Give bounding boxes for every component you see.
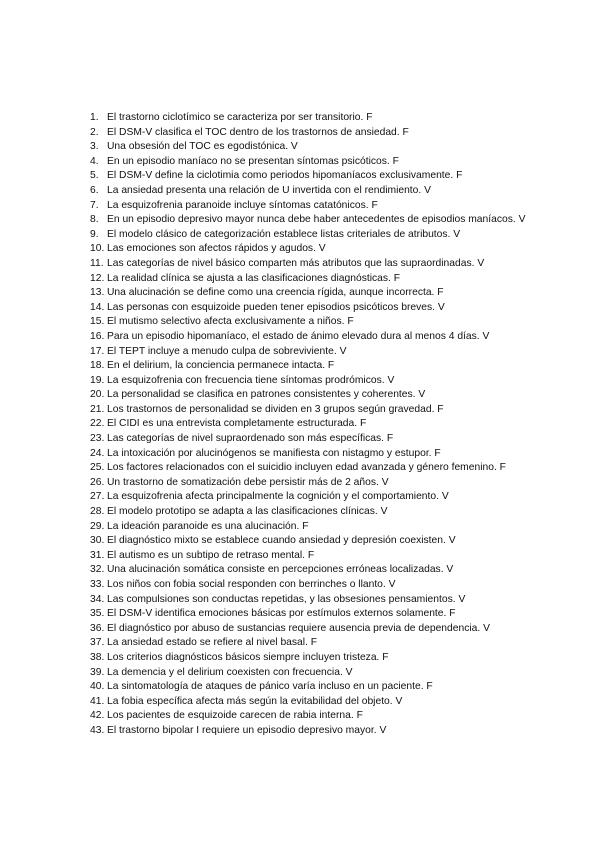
list-item	[0, 301, 600, 316]
item-number: 17.	[90, 345, 105, 357]
list-item	[0, 578, 600, 593]
item-text: Los factores relacionados con el suicidio incluyen edad avanzada y género femenino. F	[107, 462, 506, 474]
list-item	[0, 709, 600, 724]
list-item	[0, 432, 600, 447]
list-item	[0, 286, 600, 301]
item-number: 25.	[90, 462, 105, 474]
item-text: El DSM-V define la ciclotimia como periodos hipomaníacos exclusivamente. F	[107, 170, 463, 182]
item-text: En un episodio depresivo mayor nunca debe haber antecedentes de episodios maníacos. V	[107, 214, 526, 226]
list-item	[0, 213, 600, 228]
list-item	[0, 417, 600, 432]
item-text: La esquizofrenia paranoide incluye síntomas catatónicos. F	[107, 199, 378, 211]
item-text: El DSM-V clasifica el TOC dentro de los trastornos de ansiedad. F	[107, 126, 409, 138]
list-item	[0, 155, 600, 170]
list-item	[0, 607, 600, 622]
item-text: El autismo es un subtipo de retraso mental. F	[107, 549, 315, 561]
item-number: 4.	[90, 155, 99, 167]
list-item	[0, 374, 600, 389]
item-number: 26.	[90, 476, 105, 488]
item-number: 28.	[90, 506, 105, 518]
item-text: El trastorno bipolar I requiere un episodio depresivo mayor. V	[107, 724, 387, 736]
item-text: Un trastorno de somatización debe persistir más de 2 años. V	[107, 476, 389, 488]
item-number: 13.	[90, 287, 105, 299]
list-item	[0, 169, 600, 184]
item-text: El TEPT incluye a menudo culpa de sobreviviente. V	[107, 345, 347, 357]
item-number: 18.	[90, 360, 105, 372]
list-item	[0, 388, 600, 403]
list-item	[0, 651, 600, 666]
item-text: La intoxicación por alucinógenos se manifiesta con nistagmo y estupor. F	[107, 447, 441, 459]
item-number: 41.	[90, 695, 105, 707]
list-item	[0, 330, 600, 345]
item-number: 40.	[90, 681, 105, 693]
item-number: 31.	[90, 549, 105, 561]
item-number: 11.	[90, 257, 104, 269]
list-item	[0, 636, 600, 651]
list-item	[0, 549, 600, 564]
list-item	[0, 534, 600, 549]
list-item	[0, 272, 600, 287]
item-text: La ansiedad estado se refiere al nivel basal. F	[107, 637, 318, 649]
item-number: 35.	[90, 608, 105, 620]
list-item	[0, 593, 600, 608]
item-number: 38.	[90, 651, 105, 663]
item-number: 30.	[90, 535, 105, 547]
item-text: La realidad clínica se ajusta a las clasificaciones diagnósticas. F	[107, 272, 401, 284]
item-number: 32.	[90, 564, 105, 576]
item-number: 1.	[90, 112, 99, 123]
list-item	[0, 111, 600, 126]
item-text: El diagnóstico por abuso de sustancias requiere ausencia previa de dependencia. V	[107, 622, 490, 634]
item-number: 5.	[90, 170, 99, 182]
item-number: 43.	[90, 724, 105, 736]
item-number: 23.	[90, 433, 105, 445]
item-text: Para un episodio hipomaníaco, el estado de ánimo elevado dura al menos 4 días. V	[107, 330, 490, 342]
list-item	[0, 359, 600, 374]
list-item	[0, 505, 600, 520]
list-item	[0, 666, 600, 681]
item-number: 12.	[90, 272, 105, 284]
item-text: Los pacientes de esquizoide carecen de rabia interna. F	[107, 710, 363, 722]
list-item	[0, 140, 600, 155]
item-text: La fobia específica afecta más según la evitabilidad del objeto. V	[107, 695, 403, 707]
list-item	[0, 563, 600, 578]
list-item	[0, 622, 600, 637]
item-number: 21.	[90, 403, 105, 415]
item-text: Los criterios diagnósticos básicos siempre incluyen tristeza. F	[107, 651, 389, 663]
list-item	[0, 490, 600, 505]
item-text: El modelo clásico de categorización establece listas criteriales de atributos. V	[107, 228, 461, 240]
item-number: 10.	[90, 243, 105, 255]
item-number: 37.	[90, 637, 105, 649]
item-text: El CIDI es una entrevista completamente estructurada. F	[107, 418, 367, 430]
item-number: 24.	[90, 447, 105, 459]
statement-list	[0, 111, 600, 739]
item-text: Una obsesión del TOC es egodistónica. V	[107, 141, 298, 153]
item-number: 7.	[90, 199, 99, 211]
list-item	[0, 257, 600, 272]
list-item	[0, 680, 600, 695]
list-item	[0, 447, 600, 462]
item-number: 16.	[90, 330, 105, 342]
item-text: La ansiedad presenta una relación de U invertida con el rendimiento. V	[107, 184, 431, 196]
item-text: La ideación paranoide es una alucinación. F	[107, 520, 309, 532]
list-item	[0, 461, 600, 476]
list-item	[0, 199, 600, 214]
list-item	[0, 228, 600, 243]
item-text: La sintomatología de ataques de pánico varía incluso en un paciente. F	[107, 681, 433, 693]
item-text: Los niños con fobia social responden con berrinches o llanto. V	[107, 579, 396, 590]
item-text: Los trastornos de personalidad se dividen en 3 grupos según gravedad. F	[107, 403, 444, 415]
list-item	[0, 403, 600, 418]
item-text: En un episodio maníaco no se presentan síntomas psicóticos. F	[107, 155, 399, 167]
item-number: 29.	[90, 520, 105, 532]
item-number: 34.	[90, 593, 105, 605]
item-text: La esquizofrenia afecta principalmente la cognición y el comportamiento. V	[107, 491, 449, 503]
item-number: 39.	[90, 666, 105, 678]
item-number: 36.	[90, 622, 105, 634]
item-text: Las compulsiones son conductas repetidas, y las obsesiones pensamientos. V	[107, 593, 466, 605]
list-item	[0, 242, 600, 257]
item-text: Las categorías de nivel supraordenado son más específicas. F	[107, 433, 394, 445]
list-item	[0, 476, 600, 491]
item-number: 27.	[90, 491, 105, 503]
item-text: El mutismo selectivo afecta exclusivamente a niños. F	[107, 316, 354, 328]
item-text: Una alucinación se define como una creencia rígida, aunque incorrecta. F	[107, 287, 444, 299]
item-number: 9.	[90, 228, 99, 240]
item-number: 42.	[90, 710, 105, 722]
item-text: Las emociones son afectos rápidos y agudos. V	[107, 243, 326, 255]
item-text: El diagnóstico mixto se establece cuando ansiedad y depresión coexisten. V	[107, 535, 456, 547]
list-item	[0, 184, 600, 199]
item-number: 8.	[90, 214, 99, 226]
item-number: 19.	[90, 374, 105, 386]
item-number: 2.	[90, 126, 99, 138]
item-text: La demencia y el delirium coexisten con frecuencia. V	[107, 666, 353, 678]
item-text: El trastorno ciclotímico se caracteriza por ser transitorio. F	[107, 112, 373, 123]
item-text: Las categorías de nivel básico comparten más atributos que las supraordinadas. V	[107, 257, 485, 269]
item-number: 15.	[90, 316, 105, 328]
item-number: 14.	[90, 301, 105, 313]
item-text: Una alucinación somática consiste en percepciones erróneas localizadas. V	[107, 564, 454, 576]
item-text: La esquizofrenia con frecuencia tiene síntomas prodrómicos. V	[107, 374, 395, 386]
item-text: En el delirium, la conciencia permanece intacta. F	[107, 360, 335, 372]
list-item	[0, 126, 600, 141]
item-number: 3.	[90, 141, 99, 153]
item-text: El modelo prototipo se adapta a las clasificaciones clínicas. V	[107, 506, 388, 518]
item-number: 22.	[90, 418, 105, 430]
item-text: Las personas con esquizoide pueden tener episodios psicóticos breves. V	[107, 301, 445, 313]
item-number: 6.	[90, 184, 99, 196]
list-item	[0, 315, 600, 330]
item-number: 33.	[90, 579, 105, 590]
item-text: El DSM-V identifica emociones básicas por estímulos externos solamente. F	[107, 608, 456, 620]
list-item	[0, 345, 600, 360]
item-text: La personalidad se clasifica en patrones consistentes y coherentes. V	[107, 389, 426, 401]
list-item	[0, 724, 600, 739]
item-number: 20.	[90, 389, 105, 401]
list-item	[0, 695, 600, 710]
list-item	[0, 520, 600, 535]
